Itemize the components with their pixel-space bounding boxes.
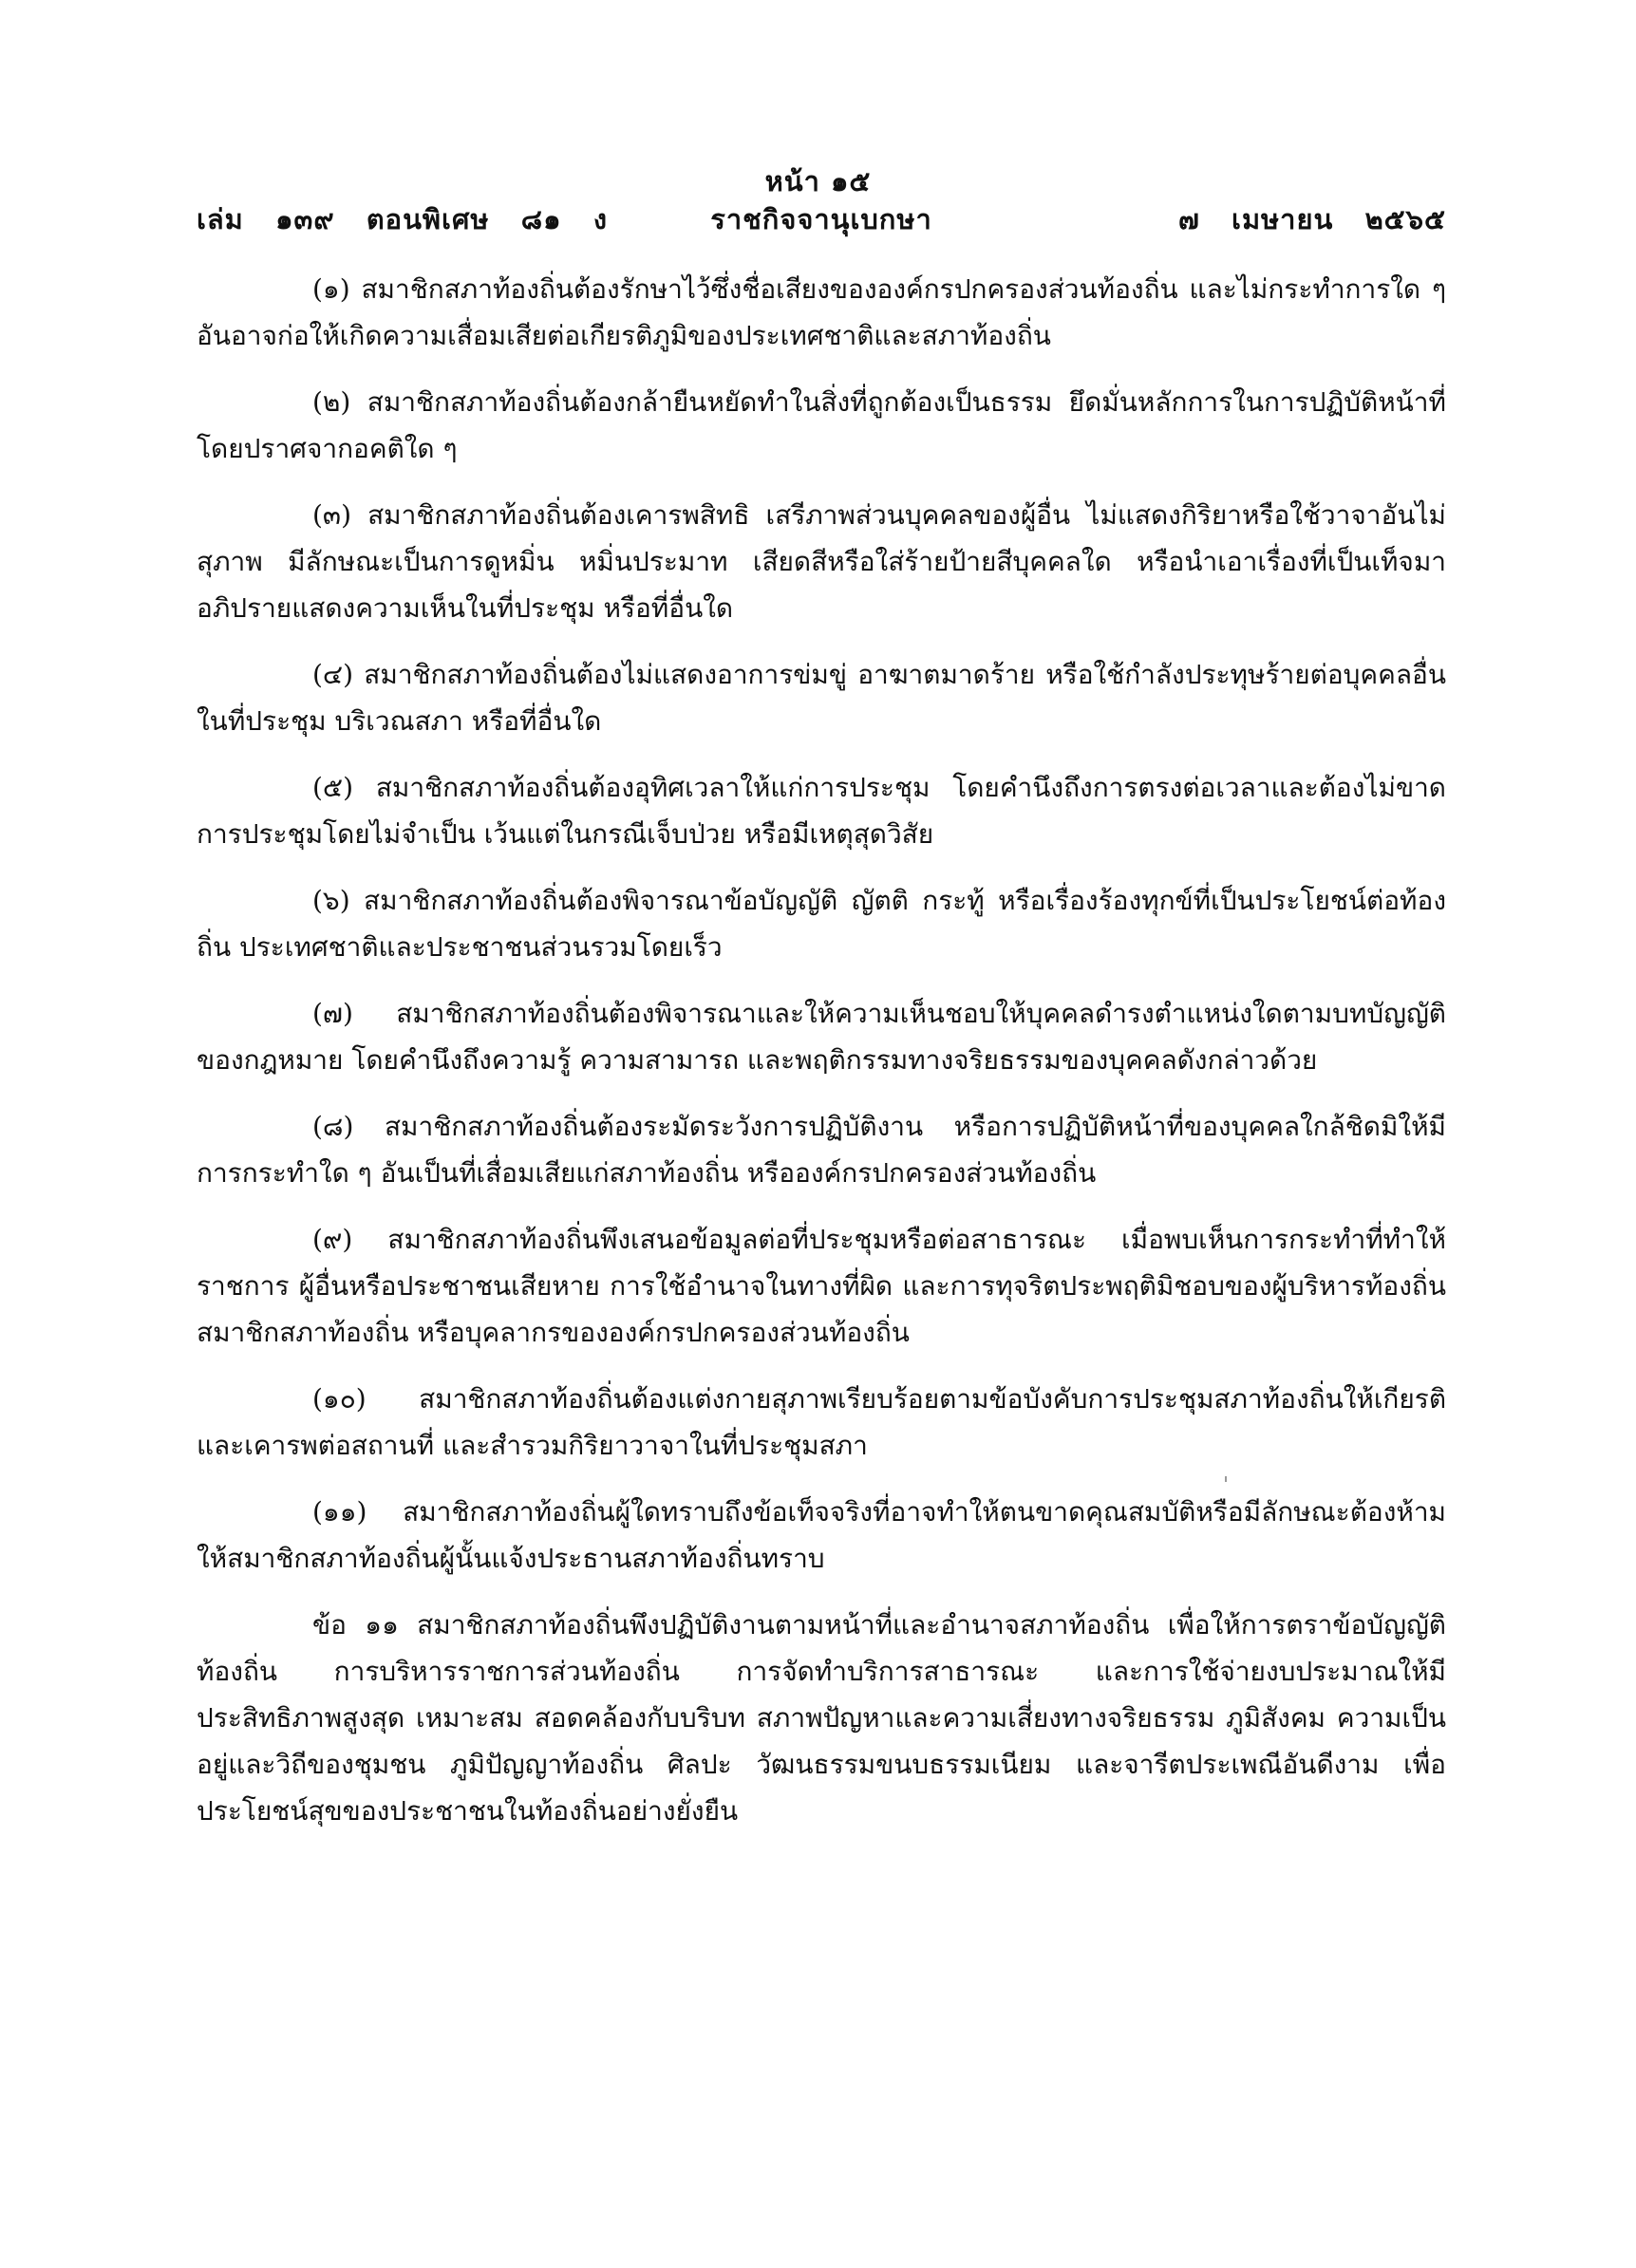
clause-11: (๑๑) สมาชิกสภาท้องถิ่นผู้ใดทราบถึงข้อเท็จจริงที่อาจทำให้ตนขาดคุณสมบัติหรือมีลักษณะต้องห้าม ให้สมาชิกสภาท้องถิ่นผู้นั้นแจ้งประธานสภาท้องถิ่นทราบ	[197, 1496, 1446, 1574]
clause-1: (๑) สมาชิกสภาท้องถิ่นต้องรักษาไว้ซึ่งชื่อเสียงขององค์กรปกครองส่วนท้องถิ่น และไม่กระทำการใด ๆ อันอาจก่อให้เกิดความเสื่อมเสียต่อเกียรติภูมิของประเทศชาติและสภาท้องถิ่น	[197, 273, 1446, 351]
clause-7: (๗) สมาชิกสภาท้องถิ่นต้องพิจารณาและให้ความเห็นชอบให้บุคคลดำรงตำแหน่งใดตามบทบัญญัติของกฎหมาย โดยคำนึงถึงความรู้ ความสามารถ และพฤติกรรมทางจริยธรรมของบุคคลดังกล่าวด้วย	[197, 998, 1446, 1076]
article-11: ข้อ ๑๑ สมาชิกสภาท้องถิ่นพึงปฏิบัติงานตามหน้าที่และอำนาจสภาท้องถิ่น เพื่อให้การตราข้อบัญญัติท้องถิ่น การบริหารราชการส่วนท้องถิ่น การจัดทำบริการสาธารณะ และการใช้จ่ายงบประมาณให้มีประสิทธิภาพสูงสุด เหมาะสม สอดคล้องกับบริบท สภาพปัญหาและความเสี่ยงทางจริยธรรม ภูมิสังคม ความเป็นอยู่และวิถีของชุมชน ภูมิปัญญาท้องถิ่น ศิลปะ วัฒนธรรมขนบธรรมเนียม และจารีตประเพณีอันดีงาม เพื่อประโยชน์สุขของประชาชนในท้องถิ่นอย่างยั่งยืน	[197, 1609, 1446, 1827]
clause-5: (๕) สมาชิกสภาท้องถิ่นต้องอุทิศเวลาให้แก่การประชุม โดยคำนึงถึงการตรงต่อเวลาและต้องไม่ขาดการประชุมโดยไม่จำเป็น เว้นแต่ในกรณีเจ็บป่วย หรือมีเหตุสุดวิสัย	[197, 772, 1446, 850]
clause-2: (๒) สมาชิกสภาท้องถิ่นต้องกล้ายืนหยัดทำในสิ่งที่ถูกต้องเป็นธรรม ยึดมั่นหลักการในการปฏิบัติหน้าที่โดยปราศจากอคติใด ๆ	[197, 386, 1446, 464]
clause-3: (๓) สมาชิกสภาท้องถิ่นต้องเคารพสิทธิ เสรีภาพส่วนบุคคลของผู้อื่น ไม่แสดงกิริยาหรือใช้วาจาอันไม่สุภาพ มีลักษณะเป็นการดูหมิ่น หมิ่นประมาท เสียดสีหรือใส่ร้ายป้ายสีบุคคลใด หรือนำเอาเรื่องที่เป็นเท็จมาอภิปรายแสดงความเห็นในที่ประชุม หรือที่อื่นใด	[197, 499, 1446, 624]
volume-issue: เล่ม ๑๓๙ ตอนพิเศษ ๘๑ ง	[197, 203, 608, 235]
page-number: หน้า ๑๕	[764, 165, 872, 197]
publication-name: ราชกิจจานุเบกษา	[710, 203, 932, 235]
clause-10: (๑๐) สมาชิกสภาท้องถิ่นต้องแต่งกายสุภาพเรียบร้อยตามข้อบังคับการประชุมสภาท้องถิ่นให้เกียรติและเคารพต่อสถานที่ และสำรวมกิริยาวาจาในที่ประชุมสภา	[197, 1383, 1446, 1461]
clause-6: (๖) สมาชิกสภาท้องถิ่นต้องพิจารณาข้อบัญญัติ ญัตติ กระทู้ หรือเรื่องร้องทุกข์ที่เป็นประโยชน์ต่อท้องถิ่น ประเทศชาติและประชาชนส่วนรวมโดยเร็ว	[197, 885, 1446, 963]
clause-8: (๘) สมาชิกสภาท้องถิ่นต้องระมัดระวังการปฏิบัติงาน หรือการปฏิบัติหน้าที่ของบุคคลใกล้ชิดมิให้มีการกระทำใด ๆ อันเป็นที่เสื่อมเสียแก่สภาท้องถิ่น หรือองค์กรปกครองส่วนท้องถิ่น	[197, 1111, 1446, 1189]
publication-date: ๗ เมษายน ๒๕๖๕	[1177, 203, 1446, 235]
clause-4: (๔) สมาชิกสภาท้องถิ่นต้องไม่แสดงอาการข่มขู่ อาฆาตมาดร้าย หรือใช้กำลังประทุษร้ายต่อบุคคลอื่นในที่ประชุม บริเวณสภา หรือที่อื่นใด	[197, 659, 1446, 737]
gazette-header	[197, 197, 1446, 239]
document-body	[197, 266, 1446, 1854]
scan-speck	[1225, 1476, 1227, 1482]
clause-9: (๙) สมาชิกสภาท้องถิ่นพึงเสนอข้อมูลต่อที่ประชุมหรือต่อสาธารณะ เมื่อพบเห็นการกระทำที่ทำให้ราชการ ผู้อื่นหรือประชาชนเสียหาย การใช้อำนาจในทางที่ผิด และการทุจริตประพฤติมิชอบของผู้บริหารท้องถิ่น สมาชิกสภาท้องถิ่น หรือบุคลากรขององค์กรปกครองส่วนท้องถิ่น	[197, 1224, 1446, 1348]
